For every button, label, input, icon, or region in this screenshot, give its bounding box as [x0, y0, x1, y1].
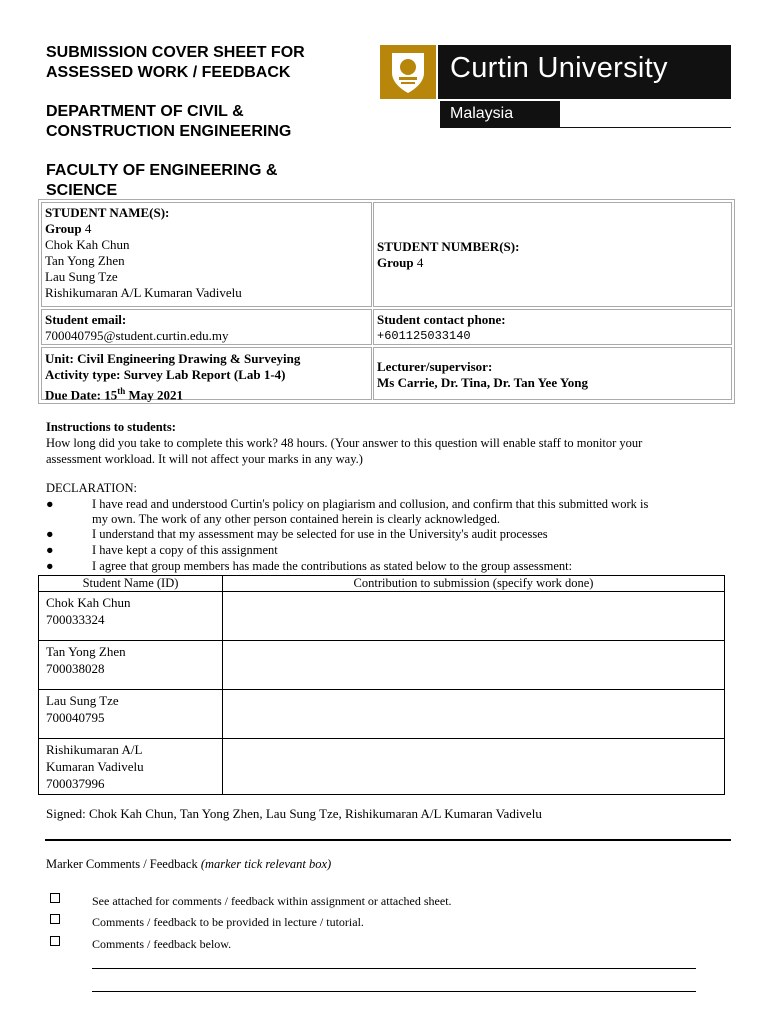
logo-underline [560, 127, 731, 128]
bullet-icon: ● [46, 559, 54, 573]
faculty-title: FACULTY OF ENGINEERING & SCIENCE [46, 162, 278, 199]
student-cell [39, 739, 223, 795]
declaration-line: I have read and understood Curtin's policy on plagiarism and collusion, and confirm that this submitted work is [92, 497, 649, 511]
contribution-field[interactable] [223, 592, 725, 641]
phone-label: Student contact phone: [377, 312, 506, 327]
due-date-day: Due Date: 15 [45, 387, 118, 403]
feedback-below-checkbox[interactable] [50, 936, 60, 946]
unit-value: Unit: Civil Engineering Drawing & Surveying [45, 351, 301, 366]
contribution-field[interactable] [223, 641, 725, 690]
feedback-lecture-checkbox[interactable] [50, 914, 60, 924]
declaration-item [0, 497, 768, 527]
table-row [39, 641, 725, 690]
feedback-attached-checkbox[interactable] [50, 893, 60, 903]
email-label: Student email: [45, 312, 127, 327]
lecturer-value: Ms Carrie, Dr. Tina, Dr. Tan Yee Yong [377, 375, 589, 390]
university-crest-icon [380, 45, 436, 99]
student-cell [39, 690, 223, 739]
group-value: 4 [416, 255, 424, 270]
bullet-icon: ● [46, 497, 54, 511]
declaration-text: I have kept a copy of this assignment [92, 543, 278, 557]
feedback-lecture-label: Comments / feedback to be provided in lecture / tutorial. [92, 915, 364, 929]
student-name: Rishikumaran A/L [46, 742, 143, 757]
column-header: Contribution to submission (specify work done) [223, 576, 725, 592]
student-cell [39, 641, 223, 690]
declaration-item [0, 543, 768, 558]
student-name: Rishikumaran A/L Kumaran Vadivelu [45, 285, 242, 300]
student-number-label: STUDENT NUMBER(S): [377, 239, 520, 254]
student-id: 700033324 [46, 612, 105, 627]
lecturer-cell [373, 347, 732, 400]
lecturer-label: Lecturer/supervisor: [377, 359, 493, 374]
instructions [46, 419, 736, 467]
student-number-cell [373, 202, 732, 307]
signed-line: Signed: Chok Kah Chun, Tan Yong Zhen, Lau Sung Tze, Rishikumaran A/L Kumaran Vadivelu [46, 806, 542, 821]
unit-cell [41, 347, 372, 403]
instructions-line: assessment workload. It will not affect your marks in any way.) [46, 452, 363, 466]
declaration-text: I agree that group members has made the contributions as stated below to the group assessment: [92, 559, 573, 573]
feedback-line[interactable] [92, 991, 696, 992]
table-row [39, 592, 725, 641]
email-value: 700040795@student.curtin.edu.my [45, 328, 229, 343]
declaration-title: DECLARATION: [46, 481, 137, 495]
due-date [45, 383, 368, 403]
group-value: 4 [84, 221, 92, 236]
contribution-field[interactable] [223, 739, 725, 795]
student-name: Chok Kah Chun [46, 595, 131, 610]
department-title: DEPARTMENT OF CIVIL & CONSTRUCTION ENGINEERING [46, 103, 292, 140]
phone-value: +601125033140 [377, 329, 471, 343]
student-id: 700040795 [46, 710, 105, 725]
column-header: Student Name (ID) [39, 576, 223, 592]
marker-note: (marker tick relevant box) [200, 857, 332, 871]
student-names-cell [41, 202, 372, 307]
marker-comments-title [46, 857, 331, 872]
student-name: Lau Sung Tze [45, 269, 118, 284]
declaration-item [0, 527, 768, 542]
university-campus: Malaysia [450, 105, 514, 122]
due-date-suffix: th [117, 386, 126, 396]
feedback-attached-label: See attached for comments / feedback within assignment or attached sheet. [92, 894, 452, 908]
bullet-icon: ● [46, 527, 54, 541]
student-name: Kumaran Vadivelu [46, 759, 144, 774]
bullet-icon: ● [46, 543, 54, 557]
instructions-line: How long did you take to complete this work? 48 hours. (Your answer to this question will enable staff to monitor your [46, 436, 643, 450]
student-name: Chok Kah Chun [45, 237, 130, 252]
declaration-text [92, 497, 732, 527]
student-id: 700038028 [46, 661, 105, 676]
student-name: Tan Yong Zhen [45, 253, 125, 268]
divider [45, 839, 731, 841]
group-line [377, 255, 728, 271]
table-row [39, 690, 725, 739]
activity-value: Activity type: Survey Lab Report (Lab 1-4) [45, 367, 286, 382]
phone-cell [373, 309, 732, 345]
group-label: Group [45, 221, 82, 236]
feedback-line[interactable] [92, 968, 696, 969]
marker-title-text: Marker Comments / Feedback [46, 857, 198, 871]
feedback-below-label: Comments / feedback below. [92, 937, 232, 951]
table-header-row [39, 576, 725, 592]
declaration-line: my own. The work of any other person contained herein is clearly acknowledged. [92, 512, 500, 526]
student-id: 700037996 [46, 776, 105, 791]
table-row [39, 739, 725, 795]
university-name: Curtin University [450, 52, 668, 84]
declaration-text: I understand that my assessment may be selected for use in the University's audit processes [92, 527, 548, 541]
student-cell [39, 592, 223, 641]
student-names-label: STUDENT NAME(S): [45, 205, 170, 220]
student-name: Tan Yong Zhen [46, 644, 126, 659]
contribution-field[interactable] [223, 690, 725, 739]
cover-sheet-title: SUBMISSION COVER SHEET FOR ASSESSED WORK / FEEDBACK [46, 44, 305, 81]
instructions-title: Instructions to students: [46, 420, 176, 434]
student-name: Lau Sung Tze [46, 693, 119, 708]
group-label: Group [377, 255, 414, 270]
due-date-month: May 2021 [125, 387, 184, 403]
declaration-item [0, 559, 768, 574]
contribution-table [38, 575, 725, 795]
email-cell [41, 309, 372, 345]
group-line [45, 221, 368, 237]
